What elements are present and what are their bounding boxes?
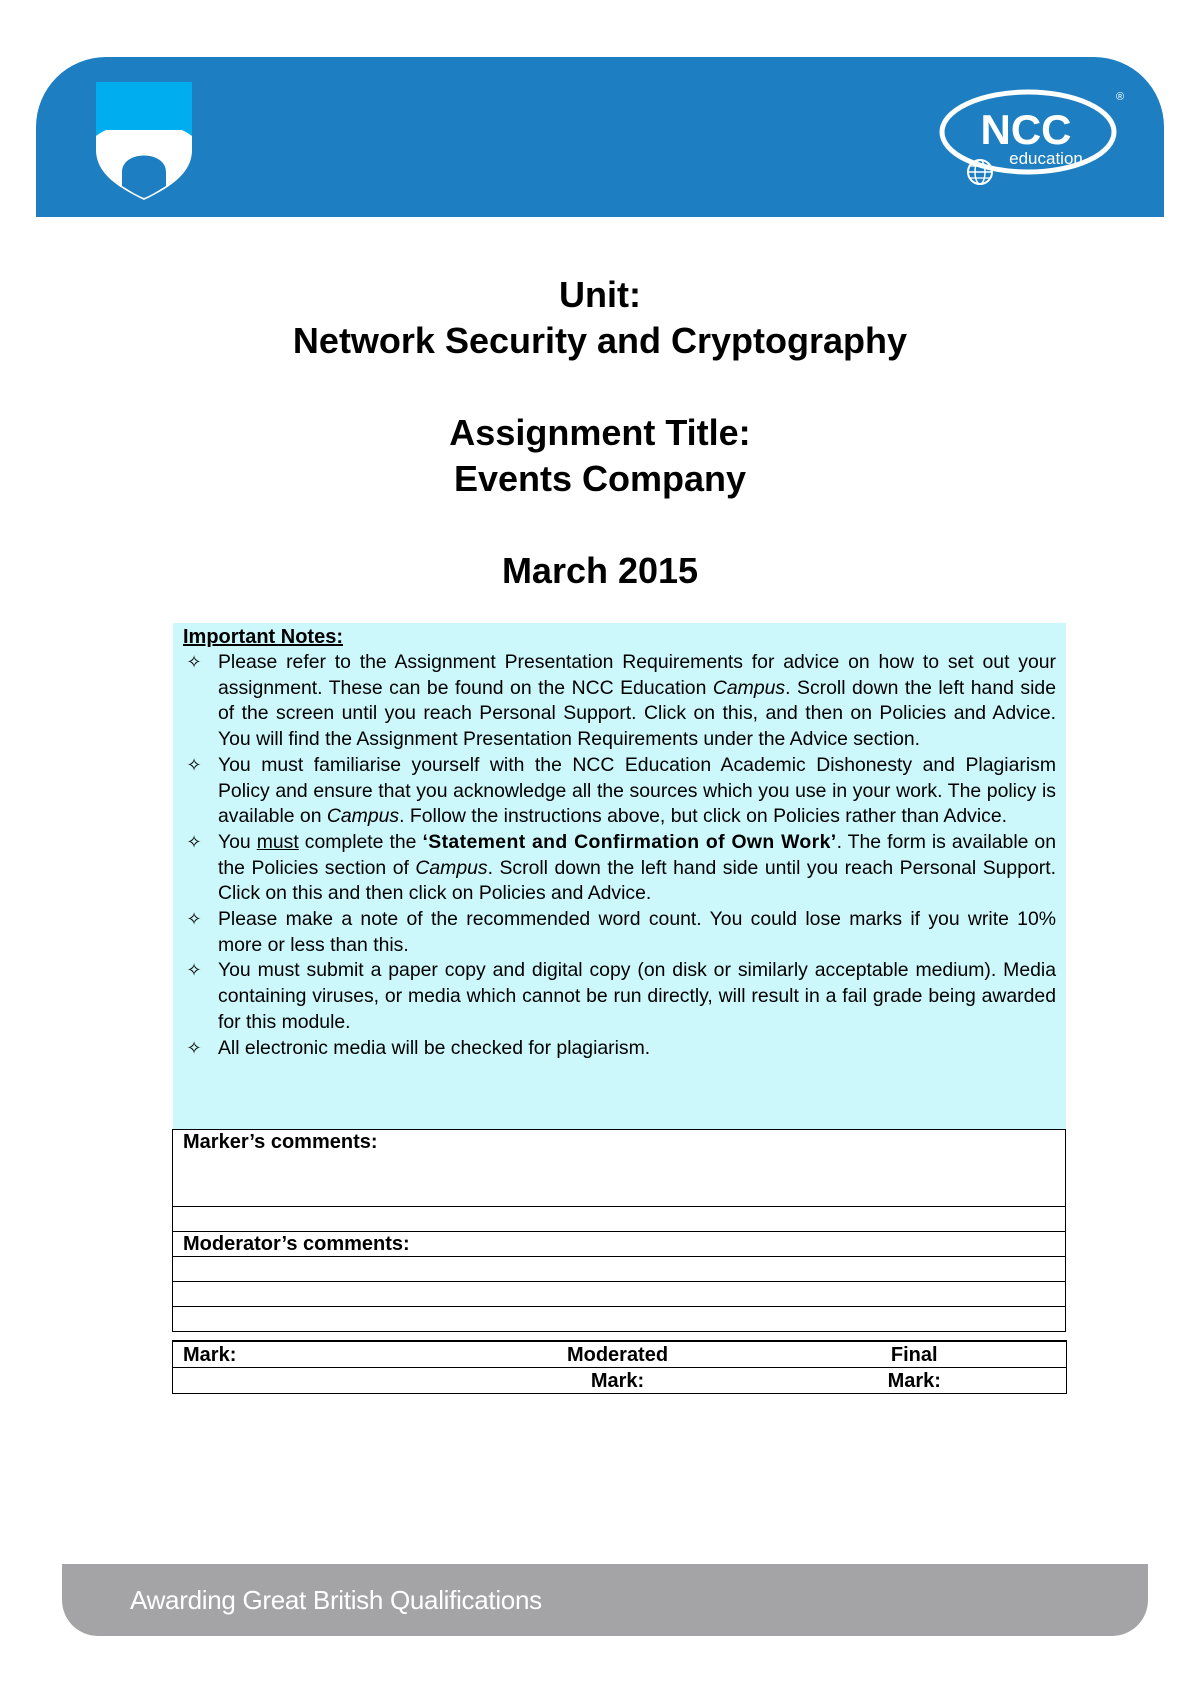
moderated-label: Moderated <box>566 1343 669 1366</box>
note-item: ✧ You must familiarise yourself with the NCC Education Academic Dishonesty and Plagiarism Policy and ensure that you acknowledge all the sources which you use in your work. The policy is available on Campus. Follow the instructions above, but click on Policies rather than Advice. <box>183 753 1056 830</box>
final-mark-field[interactable] <box>763 1341 1067 1368</box>
registered-mark: ® <box>1116 91 1125 103</box>
four-point-star-icon: ✧ <box>186 831 202 852</box>
unit-name: Network Security and Cryptography <box>292 320 908 361</box>
footer-tagline: Awarding Great British Qualifications <box>130 1585 542 1615</box>
four-point-star-icon: ✧ <box>186 652 202 672</box>
final-mark-label: Mark: <box>887 1369 941 1392</box>
moderator-comments-line[interactable] <box>173 1257 1066 1282</box>
title-block <box>0 272 1200 594</box>
moderator-comments-line[interactable] <box>173 1282 1066 1307</box>
moderated-mark-field[interactable] <box>473 1341 763 1368</box>
mark-field-line[interactable] <box>173 1368 473 1394</box>
ncc-logo-text: NCC <box>980 106 1072 153</box>
note-item: ✧ All electronic media will be checked for plagiarism. <box>183 1036 1056 1062</box>
marker-comments-field[interactable] <box>173 1130 1066 1207</box>
marks-table <box>172 1340 1067 1394</box>
important-notes-box <box>173 623 1066 1129</box>
mark-field[interactable] <box>173 1341 473 1368</box>
moderator-comments-label: Moderator’s comments: <box>183 1233 410 1255</box>
moderated-mark-label: Mark: <box>590 1369 645 1392</box>
four-point-star-icon: ✧ <box>186 1037 202 1058</box>
university-shield-icon <box>92 80 196 200</box>
moderated-mark-line[interactable] <box>473 1368 763 1394</box>
four-point-star-icon: ✧ <box>186 754 202 775</box>
final-label: Final <box>890 1343 938 1366</box>
assignment-name: Events Company <box>453 458 747 499</box>
note-item: ✧ Please refer to the Assignment Presentation Requirements for advice on how to set out your assignment. These can be found on the NCC Education Campus. Scroll down the left hand side of the screen until you reach Personal Support. Click on this, and then on Policies and Advice. You will find the Assignment Presentation Requirements under the Advice section. <box>183 650 1056 753</box>
note-item: ✧ You must complete the ‘Statement and Confirmation of Own Work’. The form is available on the Policies section of Campus. Scroll down the left hand side until you reach Personal Support. Click on this and then click on Policies and Advice. <box>183 830 1056 907</box>
notes-list <box>183 650 1056 1061</box>
comments-table <box>172 1129 1066 1332</box>
ncc-logo-subtext: education <box>1009 149 1083 168</box>
assignment-label: Assignment Title: <box>449 412 751 453</box>
final-mark-line[interactable] <box>763 1368 1067 1394</box>
ncc-education-logo <box>938 84 1128 188</box>
mark-label: Mark: <box>183 1343 237 1366</box>
notes-heading: Important Notes: <box>183 626 343 648</box>
date: March 2015 <box>501 550 699 591</box>
note-item: ✧ You must submit a paper copy and digital copy (on disk or similarly acceptable medium). Media containing viruses, or media which cannot be run directly, will result in a fail grade being awarded for this module. <box>183 958 1056 1035</box>
unit-label: Unit: <box>559 274 641 315</box>
moderator-comments-field[interactable] <box>173 1232 1066 1257</box>
marker-comments-label: Marker’s comments: <box>183 1131 378 1153</box>
four-point-star-icon: ✧ <box>186 909 202 930</box>
four-point-star-icon: ✧ <box>186 960 202 981</box>
note-item: ✧ Please make a note of the recommended word count. You could lose marks if you write 10% more or less than this. <box>183 907 1056 958</box>
marker-comments-line[interactable] <box>173 1207 1066 1232</box>
moderator-comments-line[interactable] <box>173 1307 1066 1332</box>
